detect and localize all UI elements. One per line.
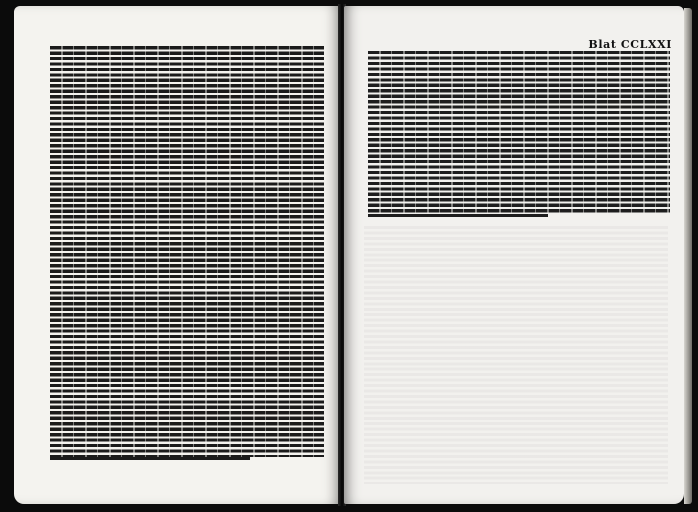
left-page-last-line — [50, 457, 250, 460]
left-page — [14, 6, 340, 504]
show-through-area — [364, 226, 668, 484]
left-page-text-block — [50, 46, 324, 457]
page-edge — [684, 8, 692, 504]
folio-number: Blat CCLXXI — [588, 38, 672, 51]
right-page-last-line — [368, 214, 548, 217]
right-page-text-block — [368, 51, 670, 214]
right-page — [344, 6, 684, 504]
